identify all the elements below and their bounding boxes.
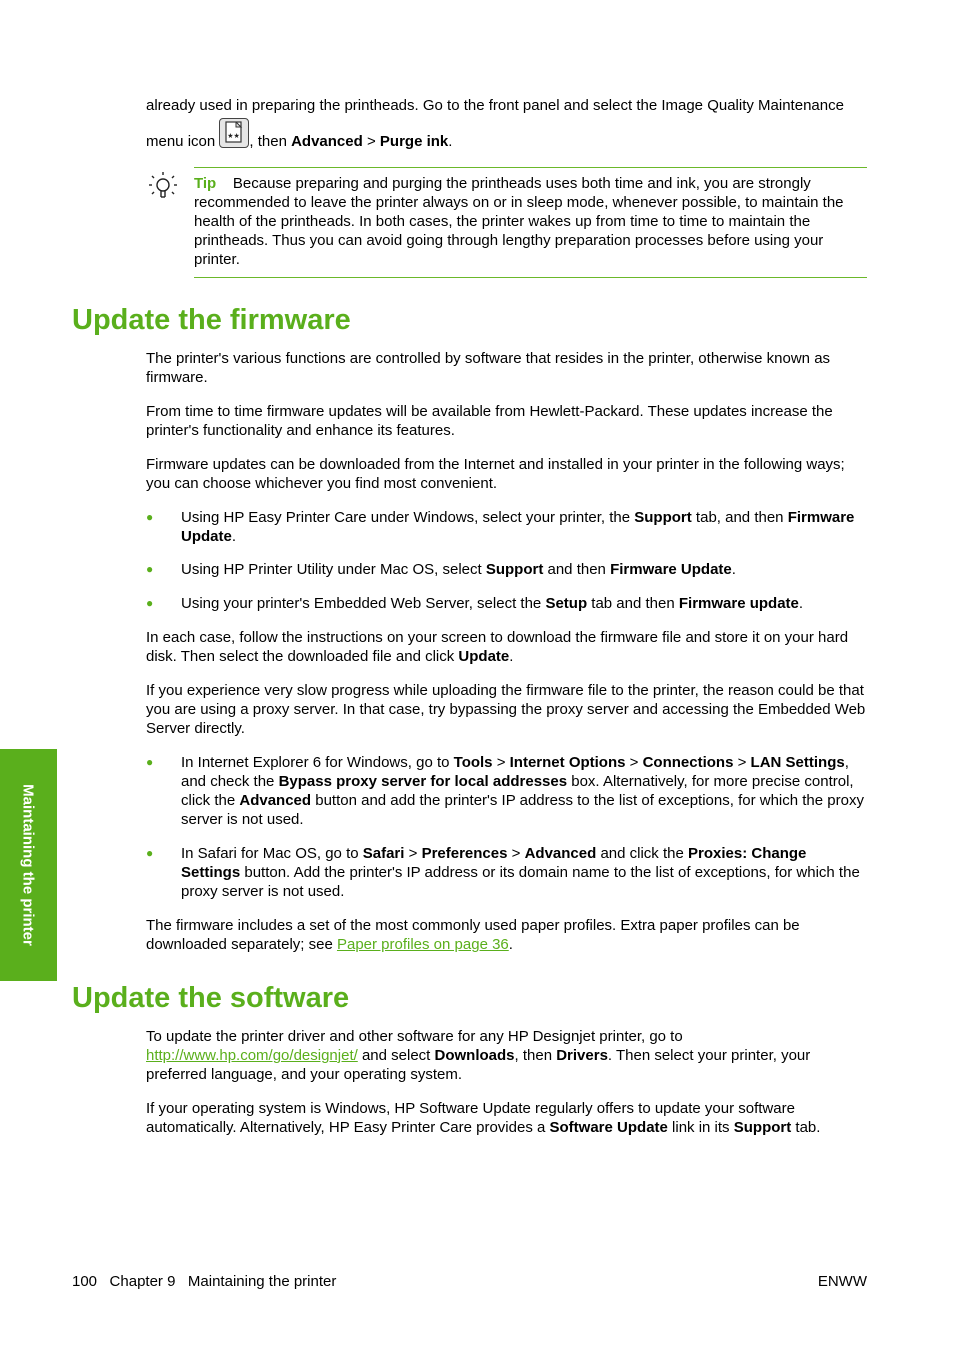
firmware-p3: Firmware updates can be downloaded from the Internet and installed in your printer in the following ways; you can choose whichever you find most convenient. [146,456,845,492]
chapter-side-tab [0,749,57,981]
bullet-icon: ● [146,562,154,576]
tip-top-rule [194,167,867,168]
bullet-text: Using HP Easy Printer Care under Windows, select your printer, the Support tab, and then Firmware Update. [181,509,855,545]
bullet-text: In Safari for Mac OS, go to Safari > Preferences > Advanced and click the Proxies: Change Settings button. Add the printer's IP address or its domain name to the list of exceptions, for which the proxy server is not used. [181,845,860,900]
period: . [448,133,453,150]
software-p2: If your operating system is Windows, HP Software Update regularly offers to update your software automatically. Alternatively, HP Easy Printer Care provides a Software Update link in its Support tab. [146,1100,821,1136]
firmware-heading: Update the firmware [72,304,351,336]
tip-label: Tip [194,175,217,192]
bullet-icon: ● [146,510,154,524]
tip-bottom-rule [194,277,867,278]
bullet-text: Using your printer's Embedded Web Server, select the Setup tab and then Firmware update. [181,595,804,612]
lightbulb-icon [146,170,182,206]
intro-text-a: menu icon [146,133,216,150]
footer-right: ENWW [817,1273,867,1290]
firmware-p2: From time to time firmware updates will be available from Hewlett-Packard. These updates increase the printer's functionality and enhance its features. [146,403,833,439]
footer-left [72,1272,336,1291]
firmware-p5: If you experience very slow progress while uploading the firmware file to the printer, the reason could be that you are using a proxy server. In that case, try bypassing the proxy server and accessing the Embedded Web Server directly. [146,682,866,737]
tip-text: Because preparing and purging the printheads uses both time and ink, you are strongly recommended to leave the printer always on or in sleep mode, whenever possible, to maintain the health of the printheads. In both cases, the printer wakes up from time to time to maintain the printheads. Thus you can avoid going through lengthy preparation processes before using your printer. [194,175,844,268]
bullet-icon: ● [146,755,154,769]
software-p1: To update the printer driver and other software for any HP Designjet printer, go to http://www.hp.com/go/designjet/ and select Downloads, then Drivers. Then select your printer, your preferred language, and your operating system. [146,1028,811,1083]
bullet-text: In Internet Explorer 6 for Windows, go to Tools > Internet Options > Connections > LAN Settings, and check the Bypass proxy server for local addresses box. Alternatively, for more precise control, click the Advanced button and add the printer's IP address to the list of exceptions, for which the proxy server is not used. [181,754,864,828]
side-tab-label: Maintaining the printer [19,784,37,946]
firmware-p1: The printer's various functions are controlled by software that resides in the printer, otherwise known as firmware. [146,350,831,386]
intro-line-1: already used in preparing the printheads. Go to the front panel and select the Image Quality Maintenance [146,97,844,114]
intro-line-2 [146,118,868,151]
advanced-label: Advanced [291,133,363,150]
svg-text:★★: ★★ [227,132,241,140]
intro-text-b: , then [249,133,292,150]
software-heading: Update the software [72,982,350,1014]
firmware-p4: In each case, follow the instructions on your screen to download the firmware file and store it on your hard disk. Then select the downloaded file and click Update. [146,629,849,665]
page-number: 100 [72,1273,98,1290]
footer-chapter: Chapter 9 Maintaining the printer [109,1273,337,1290]
hp-designjet-link[interactable]: http://www.hp.com/go/designjet/ [146,1047,358,1064]
separator: > [362,133,380,150]
tip-paragraph [194,174,867,269]
image-quality-maintenance-icon [219,118,249,148]
paper-profiles-link[interactable]: Paper profiles on page 36 [336,936,509,953]
bullet-icon: ● [146,846,154,860]
firmware-p6: The firmware includes a set of the most commonly used paper profiles. Extra paper profiles can be downloaded separately; see Paper profiles on page 36. [146,917,800,953]
bullet-icon: ● [146,596,154,610]
purge-ink-label: Purge ink [379,133,449,150]
bullet-text: Using HP Printer Utility under Mac OS, select Support and then Firmware Update. [181,561,736,578]
